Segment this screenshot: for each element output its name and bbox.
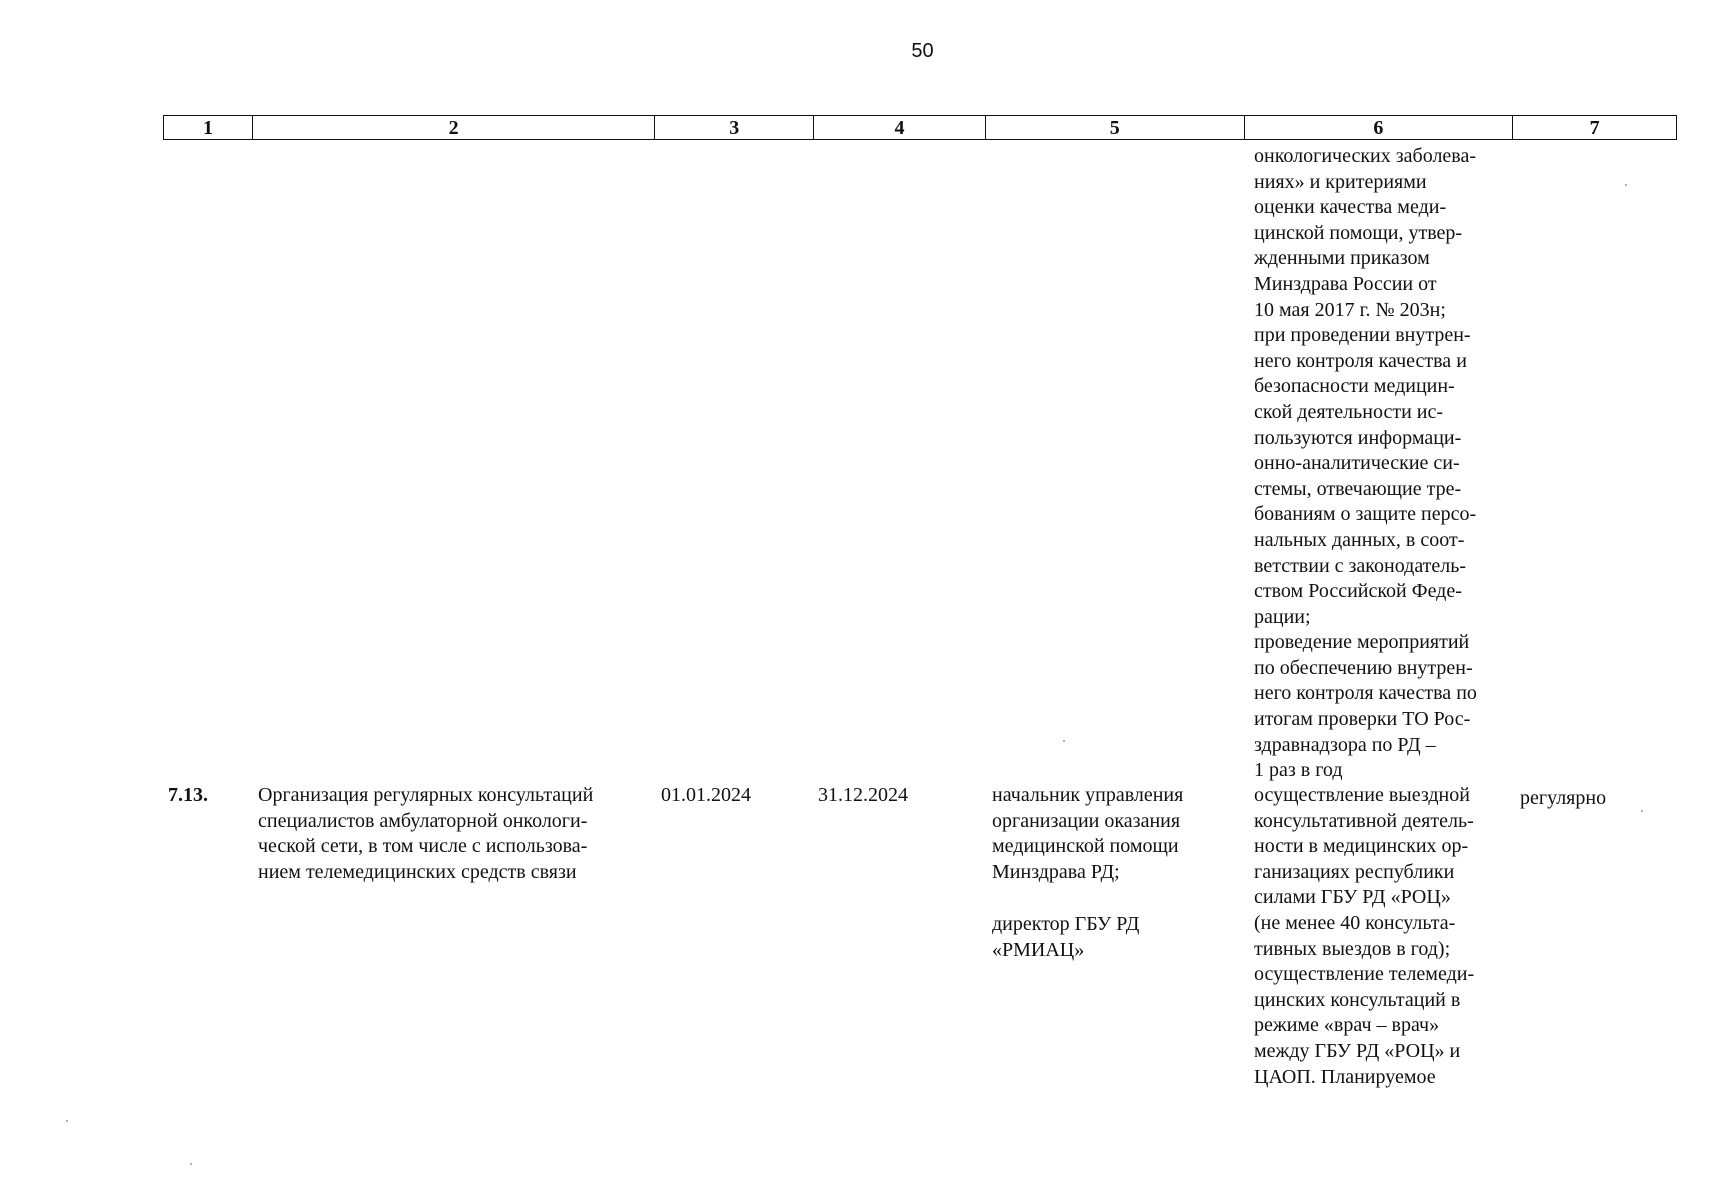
text-line: осуществление выездной (1254, 784, 1470, 806)
scan-speck (1063, 740, 1065, 742)
header-col-4: 4 (814, 116, 986, 139)
text-line: «РМИАЦ» (992, 938, 1085, 961)
text-line: силами ГБУ РД «РОЦ» (1254, 886, 1451, 909)
header-col-6: 6 (1245, 116, 1514, 139)
page-number: 50 (911, 40, 934, 62)
text-line: ческой сети, в том числе с использова- (258, 835, 588, 858)
text-line: нальных данных, в соот- (1254, 528, 1465, 551)
text-line: ством Российской Феде- (1254, 580, 1462, 603)
text-line: Минздрава РД; (992, 860, 1120, 883)
text-line: ганизациях республики (1254, 860, 1455, 883)
text-line: него контроля качества по (1254, 682, 1477, 705)
text-line: онкологических заболева- (1254, 145, 1477, 167)
text-line: тивных выездов в год); (1254, 937, 1451, 960)
text-line: жденными приказом (1254, 247, 1430, 270)
text-line: безопасности медицин- (1254, 375, 1455, 398)
text-line: онно-аналитические си- (1254, 452, 1460, 475)
text-line: ЦАОП. Планируемое (1254, 1065, 1436, 1088)
row-frequency: регулярно (1520, 787, 1607, 809)
row-result (1254, 783, 1504, 1090)
scan-speck (1641, 810, 1643, 812)
text-line: организации оказания (992, 809, 1181, 832)
row-responsible-2 (992, 912, 1230, 963)
scan-speck (1625, 184, 1627, 186)
row-responsible-1 (992, 783, 1230, 885)
text-line: рации; (1254, 605, 1311, 628)
text-line: нием телемедицинских средств связи (258, 860, 577, 883)
text-line: ниях» и критериями (1254, 170, 1427, 193)
text-line: цинской помощи, утвер- (1254, 221, 1463, 244)
text-line: ветствии с законодатель- (1254, 554, 1467, 577)
row-start-date: 01.01.2024 (661, 784, 751, 806)
row-end-date: 31.12.2024 (818, 784, 908, 806)
text-line: оценки качества меди- (1254, 196, 1447, 219)
text-line: проведение мероприятий (1254, 631, 1470, 654)
text-line: итогам проверки ТО Рос- (1254, 708, 1471, 731)
table-header-row (163, 115, 1677, 140)
text-line: стемы, отвечающие тре- (1254, 477, 1462, 500)
scan-speck (66, 1120, 68, 1122)
text-line: ности в медицинских ор- (1254, 835, 1469, 858)
header-col-2: 2 (253, 116, 655, 139)
text-line: пользуются информаци- (1254, 426, 1462, 449)
text-line: при проведении внутрен- (1254, 324, 1471, 347)
text-line: цинских консультаций в (1254, 988, 1461, 1011)
continuation-col6-text (1254, 144, 1504, 784)
text-line: 10 мая 2017 г. № 203н; (1254, 298, 1446, 321)
text-line: консультативной деятель- (1254, 809, 1474, 832)
header-col-7: 7 (1589, 117, 1600, 139)
row-number: 7.13. (168, 784, 208, 806)
scan-speck (190, 1163, 192, 1165)
text-line: начальник управления (992, 784, 1184, 806)
text-line: него контроля качества и (1254, 349, 1467, 372)
text-line: Минздрава России от (1254, 272, 1437, 295)
text-line: специалистов амбулаторной онкологи- (258, 809, 588, 832)
text-line: режиме «врач – врач» (1254, 1014, 1440, 1037)
text-line: бованиям о защите персо- (1254, 503, 1477, 526)
text-line: осуществление телемеди- (1254, 963, 1475, 986)
text-line: здравнадзора по РД – (1254, 733, 1436, 756)
row-description (258, 783, 639, 885)
text-line: 1 раз в год (1254, 759, 1343, 782)
text-line: между ГБУ РД «РОЦ» и (1254, 1039, 1461, 1062)
header-col-1: 1 (164, 116, 253, 139)
header-col-5: 5 (986, 116, 1245, 139)
text-line: медицинской помощи (992, 835, 1179, 858)
header-col-3: 3 (655, 116, 814, 139)
text-line: Организация регулярных консультаций (258, 784, 594, 806)
text-line: директор ГБУ РД (992, 913, 1140, 935)
text-line: ской деятельности ис- (1254, 400, 1444, 423)
text-line: (не менее 40 консульта- (1254, 911, 1456, 934)
text-line: по обеспечению внутрен- (1254, 656, 1473, 679)
